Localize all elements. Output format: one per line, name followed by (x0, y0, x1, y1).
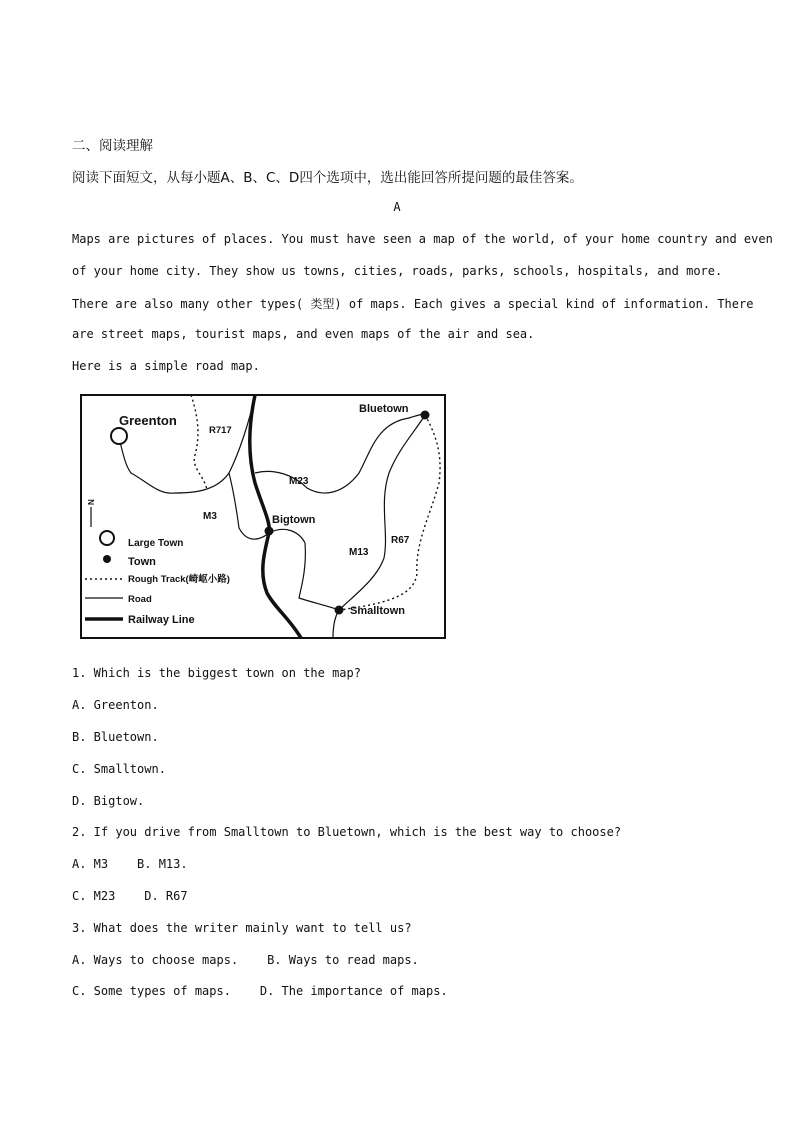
place-label-smalltown: Smalltown (350, 605, 406, 617)
place-label-bluetown: Bluetown (359, 403, 409, 415)
question-2-options-ab: A. M3 B. M13. (72, 857, 188, 871)
question-3-options-ab: A. Ways to choose maps. B. Ways to read maps. (72, 953, 419, 967)
svg-text:N: N (87, 499, 96, 505)
legend-large-town: Large Town (128, 538, 184, 549)
question-2-stem: 2. If you drive from Smalltown to Bluetown, which is the best way to choose? (72, 825, 622, 839)
question-3-stem: 3. What does the writer mainly want to tell us? (72, 921, 412, 935)
large-town-marker (111, 428, 127, 444)
passage-line: are street maps, tourist maps, and even maps of the air and sea. (72, 327, 535, 341)
road-label-r67: R67 (391, 535, 410, 546)
town-marker (421, 411, 430, 420)
question-1-option-b: B. Bluetown. (72, 730, 159, 744)
place-label-bigtown: Bigtown (272, 514, 316, 526)
question-2-options-cd: C. M23 D. R67 (72, 889, 188, 903)
legend-road: Road (128, 594, 152, 605)
question-1-stem: 1. Which is the biggest town on the map? (72, 666, 361, 680)
passage-line: Here is a simple road map. (72, 359, 260, 373)
legend-town: Town (128, 556, 156, 568)
road-label-m13: M13 (349, 547, 369, 558)
town-marker (335, 606, 344, 615)
town-marker (265, 527, 274, 536)
passage-label: A (393, 200, 401, 214)
place-label-greenton: Greenton (119, 413, 177, 428)
section-heading: 二、阅读理解 (72, 138, 153, 154)
question-3-options-cd: C. Some types of maps. D. The importance of maps. (72, 984, 448, 998)
question-1-option-c: C. Smalltown. (72, 762, 166, 776)
legend-town-icon (103, 555, 111, 563)
road-label-r717: R717 (209, 425, 232, 436)
instruction-text: 阅读下面短文，从每小题A、B、C、D四个选项中，选出能回答所提问题的最佳答案。 (72, 170, 583, 186)
passage-line: of your home city. They show us towns, cities, roads, parks, schools, hospitals, and more. (72, 264, 723, 278)
question-1-option-a: A. Greenton. (72, 698, 159, 712)
passage-line: There are also many other types( 类型) of maps. Each gives a special kind of information. There (72, 297, 754, 311)
road-label-m3: M3 (203, 511, 217, 522)
legend-large-town-icon (100, 531, 114, 545)
road-map (79, 393, 447, 640)
passage-line: Maps are pictures of places. You must have seen a map of the world, of your home country and even (72, 232, 773, 246)
road-label-m23: M23 (289, 476, 309, 487)
question-1-option-d: D. Bigtow. (72, 794, 145, 808)
legend-rough-track: Rough Track(崎岖小路) (128, 574, 230, 585)
legend-railway: Railway Line (128, 614, 195, 626)
